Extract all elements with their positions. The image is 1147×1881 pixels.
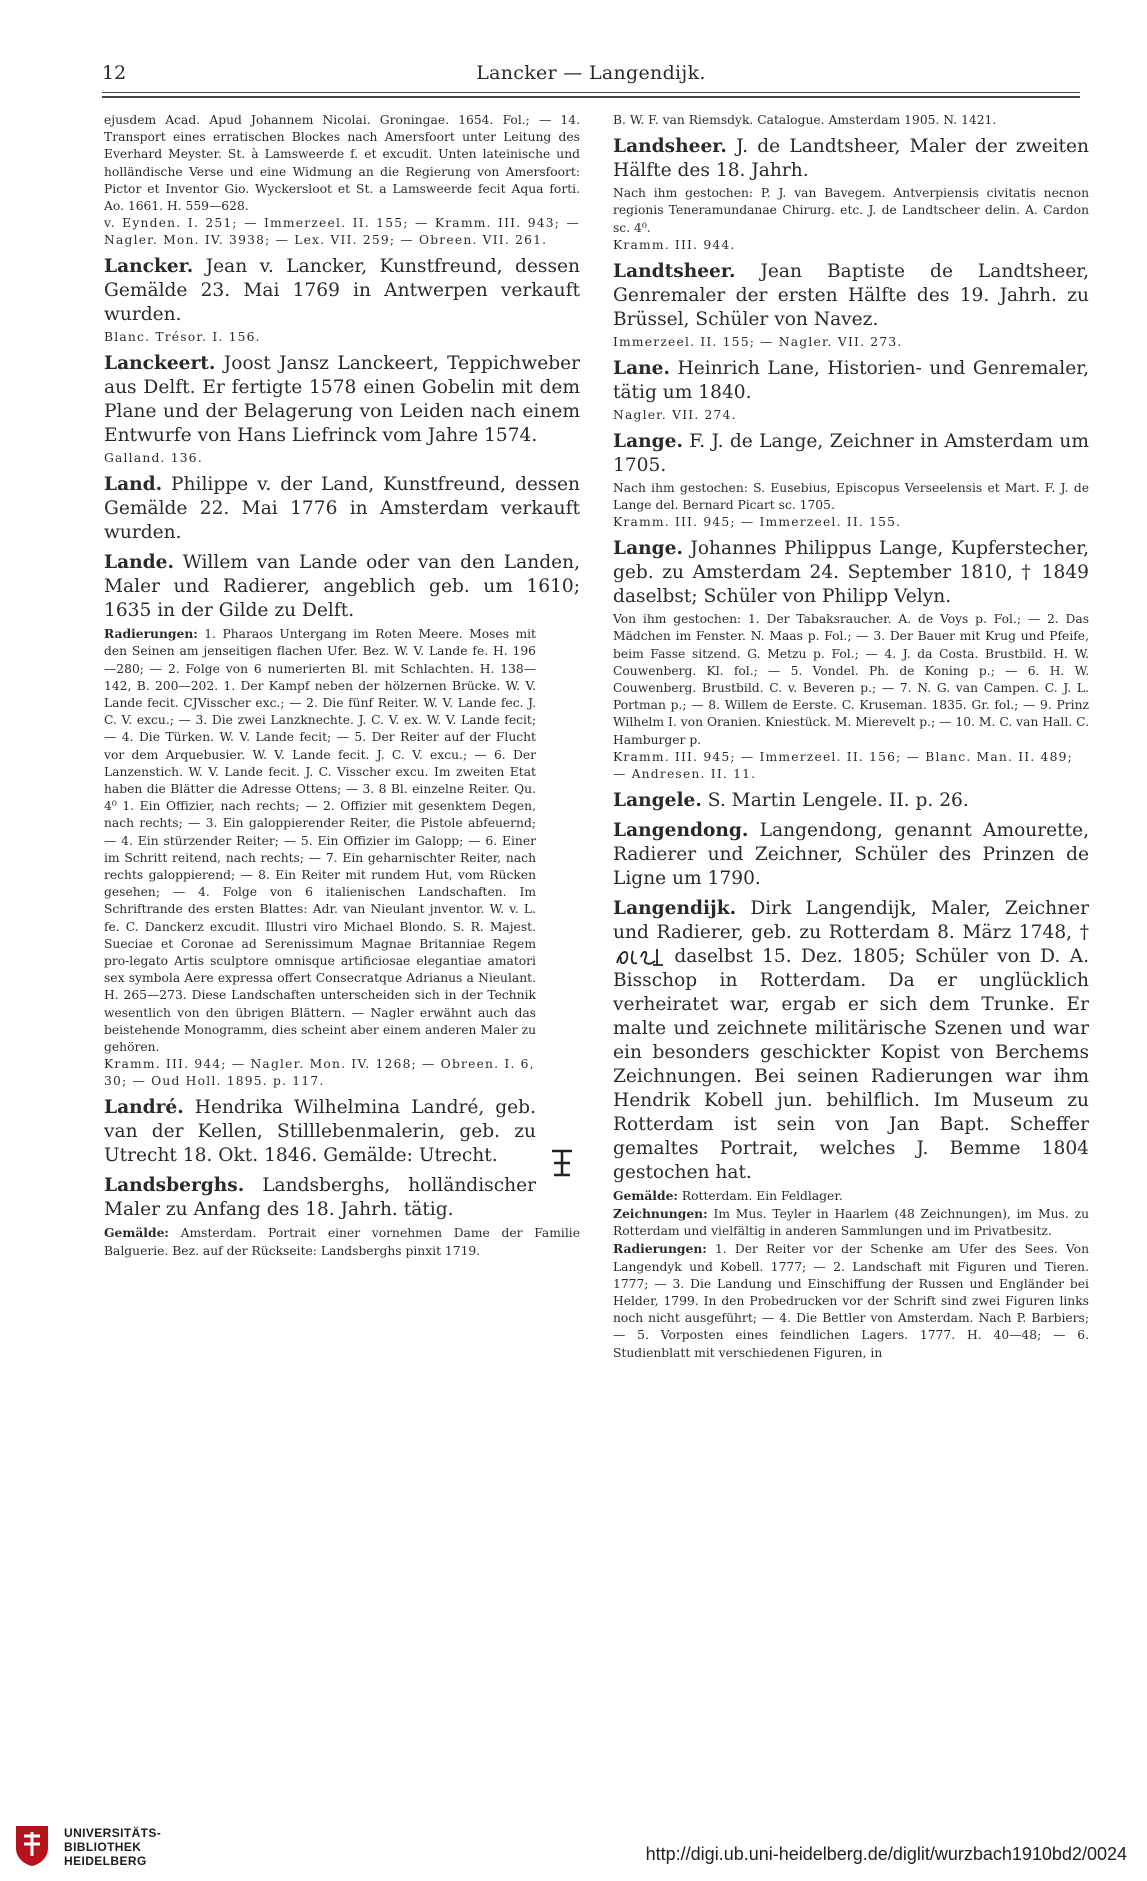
entry-zeichnungen: Zeichnungen: Im Mus. Teyler in Haarlem (48 Zeichnungen), im Mus. zu Rotterdam und vielfältig in anderen Sammlungen und im Privatbesitz. (613, 1206, 1089, 1239)
footer-bar (0, 1810, 1147, 1881)
source-url-link[interactable]: http://digi.ub.uni-heidelberg.de/diglit/wurzbach1910bd2/0024 (645, 1844, 1127, 1864)
entry-land: Land. Philippe v. der Land, Kunstfreund, dessen Gemälde 22. Mai 1776 in Amsterdam verkauft wurden. (104, 474, 580, 544)
entry-references: Immerzeel. II. 155; — Nagler. VII. 273. (613, 334, 903, 349)
running-head: Lancker — Langendijk. (476, 62, 706, 84)
entry-lane: Lane. Heinrich Lane, Historien- und Genremaler, tätig um 1840. (613, 357, 1089, 403)
entry-langele: Langele. S. Martin Lengele. II. p. 26. (613, 789, 969, 811)
entry-lanckeert: Lanckeert. Joost Jansz Lanckeert, Teppichweber aus Delft. Er fertigte 1578 einen Gobelin mit dem Plane und der Belagerung von Leiden nach einem Entwurfe von Hans Liefrinck vom Jahre 1574. (104, 353, 580, 447)
page-number: 12 (102, 62, 127, 84)
headword: Lange. (613, 538, 683, 560)
entry-references: Nagler. VII. 274. (613, 407, 737, 422)
entry-landsberghs: Landsberghs. Landsberghs, holländischer Maler zu Anfang des 18. Jahrh. tätig. (104, 1175, 536, 1221)
entry-landtsheer: Landtsheer. Jean Baptiste de Landtsheer, Genremaler der ersten Hälfte des 19. Jahrh. zu Brüssel, Schüler von Navez. (613, 260, 1089, 330)
left-column (104, 112, 580, 1602)
entry-references: Galland. 136. (104, 451, 203, 466)
headword: Lane. (613, 357, 670, 379)
entry-gemaelde: Gemälde: Rotterdam. Ein Feldlager. (613, 1187, 843, 1203)
entry-landsheer: Landsheer. J. de Landtsheer, Maler der zweiten Hälfte des 18. Jahrh. (613, 136, 1089, 182)
entry-continuation: B. W. F. van Riemsdyk. Catalogue. Amsterdam 1905. N. 1421. (613, 113, 997, 127)
entry-references: Kramm. III. 944; — Nagler. Mon. IV. 1268; — Obreen. I. 6, 30; — Oud Holl. 1895. p. 117. (104, 1057, 535, 1089)
institution-name: UNIVERSITÄTS- BIBLIOTHEK HEIDELBERG (64, 1826, 162, 1868)
entry-references: Blanc. Trésor. I. 156. (104, 330, 261, 345)
headword: Lanckeert. (104, 353, 216, 375)
entry-engravings: Nach ihm gestochen: S. Eusebius, Episcopus Verseelensis et Mart. F. J. de Lange del. Bernard Picart sc. 1705. (613, 480, 1089, 513)
headword: Lange. (613, 430, 683, 452)
entry-references: Kramm. III. 945; — Immerzeel. II. 156; — Blanc. Man. II. 489; — Andresen. II. 11. (613, 749, 1073, 781)
header-rule-double (102, 96, 1080, 98)
headword: Land. (104, 474, 163, 496)
headword: Landsheer. (613, 136, 727, 158)
entry-references: Kramm. III. 945; — Immerzeel. II. 155. (613, 515, 902, 530)
entry-references: v. Eynden. I. 251; — Immerzeel. II. 155; — Kramm. III. 943; — Nagler. Mon. IV. 3938; — Lex. VII. 259; — Obreen. VII. 261. (104, 216, 580, 248)
entry-landre: Landré. Hendrika Wilhelmina Landré, geb. van der Kellen, Stilllebenmalerin, geb. zu Utrecht 18. Okt. 1846. Gemälde: Utrecht. (104, 1097, 536, 1167)
headword: Landsberghs. (104, 1175, 245, 1197)
entry-lande: Lande. Willem van Lande oder van den Landen, Maler und Radierer, angeblich geb. um 1610; 1635 in der Gilde zu Delft. (104, 552, 580, 622)
entry-continuation: ejusdem Acad. Apud Johannem Nicolai. Groningae. 1654. Fol.; — 14. Transport eines erratischen Blockes nach Amersfoort unter Leitung des Everhard Meyster. St. à Lamsweerde f. et excudit. Unten lateinische und holländische Verse und eine Widmung an die Regierung von Amersfoort: Pictor et Inventor Gio. Wyckersloot et St. a Lamsweerde fecit Aqua forti. Ao. 1661. H. 559—628. (104, 113, 580, 214)
entry-references: Kramm. III. 944. (613, 237, 736, 252)
right-column (613, 112, 1089, 1642)
entry-lange-jp: Lange. Johannes Philippus Lange, Kupferstecher, geb. zu Amsterdam 24. September 1810, † 1849 daselbst; Schüler von Philipp Velyn. (613, 538, 1089, 608)
entry-engravings: Nach ihm gestochen: P. J. van Bavegem. Antverpiensis civitatis necnon regionis Teneramundanae Chirurg. etc. J. de Landtscheer delin. A. Cardon sc. 4⁰. (613, 186, 1089, 235)
headword: Langendijk. (613, 897, 737, 919)
entry-lancker: Lancker. Jean v. Lancker, Kunstfreund, dessen Gemälde 23. Mai 1769 in Antwerpen verkauft wurden. (104, 256, 580, 326)
entry-engravings: Von ihm gestochen: 1. Der Tabaksraucher. A. de Voys p. Fol.; — 2. Das Mädchen im Fenster. N. Maas p. Fol.; — 3. Der Bauer mit Krug und Pfeife, beim Fasse sitzend. G. Metzu p. Fol.; — 4. J. da Costa. Brustbild. H. W. Couwenberg. Kl. fol.; — 5. Vondel. Ph. de Koning p.; — 6. H. W. Couwenberg. Brustbild. C. v. Beveren p.; — 7. N. G. van Campen. C. J. L. Portman p.; — 8. Willem de Eerste. C. Kruseman. 1835. Gr. fol.; — 9. Prinz Wilhelm I. von Oranien. Kniestück. M. Mierevelt p.; — 10. M. C. van Hall. C. Hamburger p. (613, 612, 1089, 747)
headword: Langele. (613, 789, 702, 811)
signature-monogram-icon (613, 945, 665, 969)
university-seal-icon (12, 1822, 52, 1868)
entry-langendong: Langendong. Langendong, genannt Amourette, Radierer und Zeichner, Schüler des Prinzen de Ligne um 1790. (613, 819, 1089, 889)
page-header (102, 62, 1080, 90)
header-rule (102, 92, 1080, 93)
headword: Langendong. (613, 819, 749, 841)
entry-lange-fj: Lange. F. J. de Lange, Zeichner in Amsterdam um 1705. (613, 430, 1089, 476)
entry-radierungen: Radierungen: 1. Der Reiter vor der Schenke am Ufer des Sees. Von Langendyk und Kobell. 1777; — 2. Landschaft mit Figuren und Tieren. 1777; — 3. Die Landung und Einschiffung der Russen und Engländer bei Helder, 1799. In den Probedrucken vor der Schrift sind zwei Figuren links noch nicht ausgeführt; — 4. Die Bettler von Amsterdam. Nach P. Barbiers; — 5. Vorposten eines feindlichen Lagers. 1777. H. 40—48; — 6. Studienblatt mit verschiedenen Figuren, in (613, 1241, 1089, 1360)
entry-gemaelde: Gemälde: Amsterdam. Portrait einer vornehmen Dame der Familie Balguerie. Bez. auf der Rückseite: Landsberghs pinxit 1719. (104, 1225, 580, 1258)
headword: Lande. (104, 552, 174, 574)
headword: Landré. (104, 1097, 184, 1119)
monogram-icon (544, 1145, 580, 1181)
headword: Landtsheer. (613, 260, 736, 282)
headword: Lancker. (104, 256, 194, 278)
entry-langendijk: Langendijk. Dirk Langendijk, Maler, Zeichner und Radierer, geb. zu Rotterdam 8. März 1748, † daselbst 15. Dez. 1805; Schüler von D. A. Bisschop in Rotterdam. Da er unglücklich verheiratet war, ergab er sich dem Trunke. Er malte und zeichnete militärische Szenen und war ein besonders geschickter Kopist von Berchems Zeichnungen. Bei seinen Radierungen war ihm Hendrik Kobell jun. behilflich. Im Museum zu Rotterdam ist sein von Jan Bapt. Scheffer gemaltes Portrait, welches J. Bemme 1804 gestochen hat. (613, 897, 1089, 1183)
entry-radierungen: Radierungen: 1. Pharaos Untergang im Roten Meere. Moses mit den Seinen am jenseitigen flachen Ufer. Bez. W. V. Lande fe. H. 196—280; — 2. Folge von 6 numerierten Bl. mit Schlachten. H. 138—142, B. 200—202. 1. Der Kampf neben der hölzernen Brücke. W. V. Lande fecit. CJVisscher exc.; — 2. Die fünf Reiter. W. V. Lande fec. J. C. V. excu.; — 3. Die zwei Lanzknechte. J. C. V. ex. W. V. Lande fecit; — 4. Die Türken. W. V. Lande fecit; — 5. Der Reiter auf der Flucht vor dem Arquebusier. W. V. Lande fecit. J. C. V. excu.; — 6. Der Lanzenstich. W. V. Lande fecit. J. C. Visscher excu. Im zweiten Etat haben die Blätter die Adresse Ottens; — 3. 8 Bl. einzelne Reiter. Qu. 4⁰ 1. Ein Offizier, nach rechts; — 2. Offizier mit gesenktem Degen, nach rechts; — 3. Ein galoppierender Reiter, die Pistole abfeuernd; — 4. Ein stürzender Reiter; — 5. Ein Offizier im Galopp; — 6. Einer im Schritt reitend, nach rechts; — 7. Ein geharnischter Reiter, nach rechts galoppierend; — 8. Ein Reiter mit rundem Hut, vom Rücken gesehen; — 4. Folge von 6 italienischen Landschaften. Im Schriftrande des ersten Blattes: Adr. van Nieulant jnventor. W. v. L. fe. C. Danckerz excudit. Illustri viro Michael Blondo. S. R. Majest. Sueciae et Coronae ad Serenissimum Magnae Britanniae Regem pro-legato Artis sculptore omnisque artificiosae elegantiae amatori sex symbola Aere expressa offert Consecratque Adrianus a Nieulant. H. 265—273. Diese Landschaften unterscheiden sich in der Technik wesentlich von den übrigen Blättern. — Nagler erwähnt auch das beistehende Monogramm, dies scheint aber einem anderen Maler zu gehören. (104, 625, 580, 1056)
